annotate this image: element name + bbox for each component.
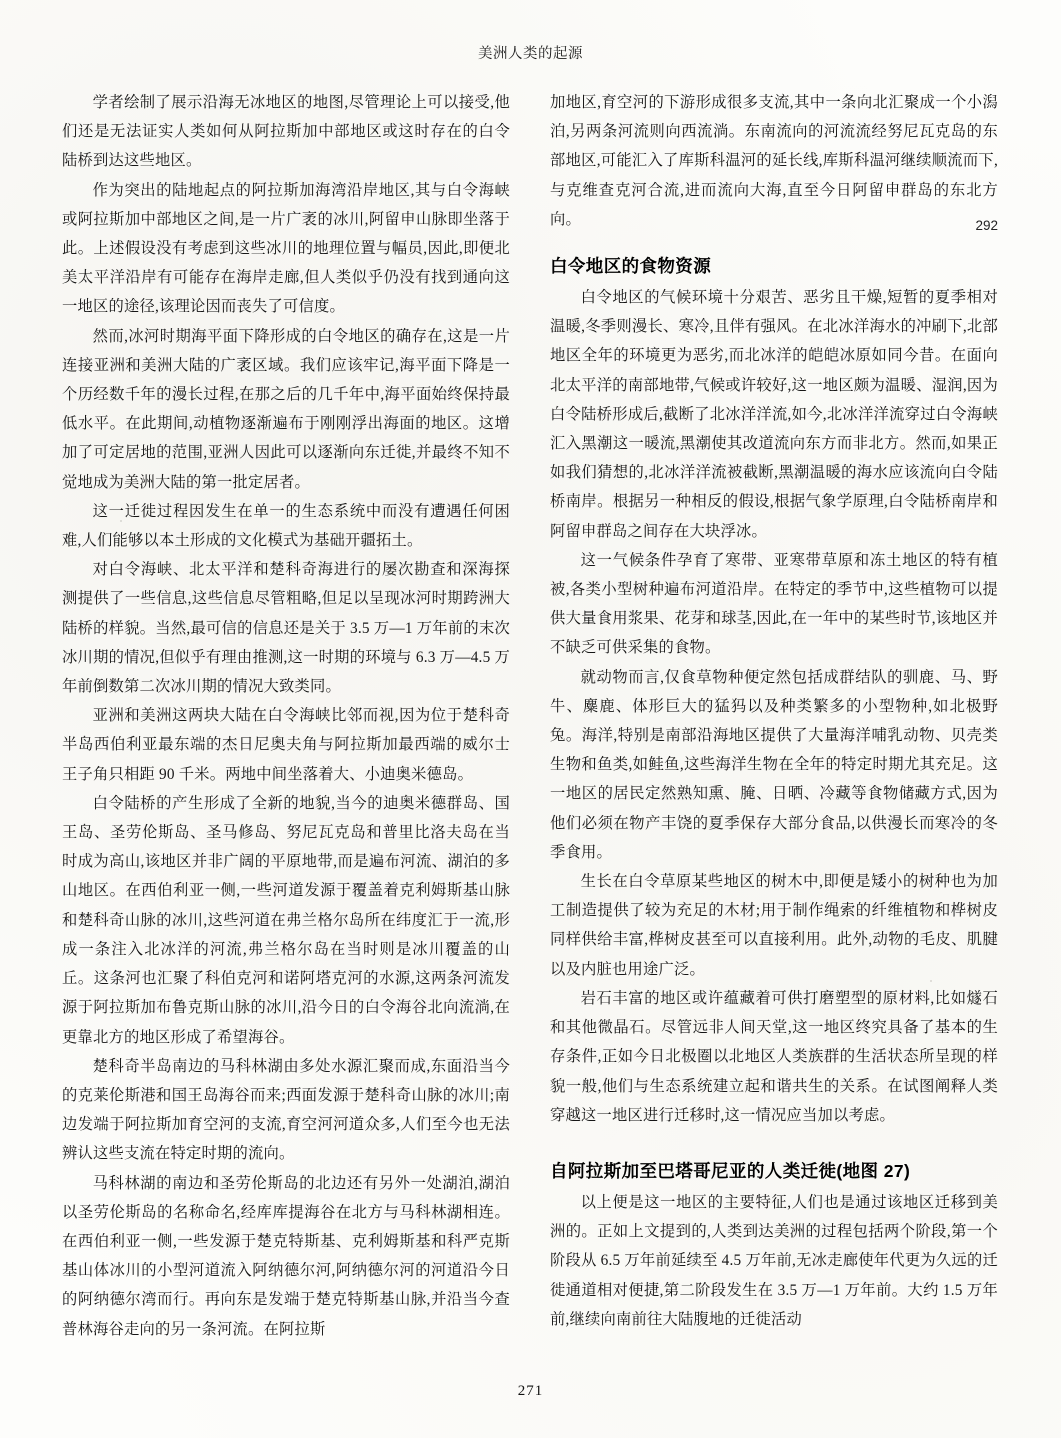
paragraph: 以上便是这一地区的主要特征,人们也是通过该地区迁移到美洲的。正如上文提到的,人类到达美洲的过程包括两个阶段,第一个阶段从 6.5 万年前延续至 4.5 万年前,无冰走廊使年代更为久远的迁徙通道相对便捷,第二阶段发生在 3.5 万—1 万年前。大约 1.5 万年前,继续向南前往大陆腹地的迁徙活动 — [550, 1193, 998, 1328]
paragraph: 岩石丰富的地区或许蕴藏着可供打磨塑型的原材料,比如燧石和其他微晶石。尽管远非人间天堂,这一地区终究具备了基本的生存条件,正如今日北极圈以北地区人类族群的生活状态所呈现的样貌一般,他们与生态系统建立起和谐共生的关系。在试图阐释人类穿越这一地区进行迁移时,这一情况应当加以考虑。 — [550, 989, 998, 1124]
paragraph: 学者绘制了展示沿海无冰地区的地图,尽管理论上可以接受,他们还是无法证实人类如何从阿拉斯加中部地区或这时存在的白令陆桥到达这些地区。 — [62, 94, 510, 170]
running-head: 美洲人类的起源 — [478, 46, 583, 62]
two-column-body — [62, 88, 999, 1353]
right-column — [550, 88, 998, 1353]
paragraph-continued: 加地区,育空河的下游形成很多支流,其中一条向北汇聚成一个小潟泊,另两条河流则向西流淌。东南流向的河流流经努尼瓦克岛的东部地区,可能汇入了库斯科温河的延长线,库斯科温河继续顺流而下,与克维查克河合流,进而流向大海,直至今日阿留申群岛的东北方向。 — [550, 94, 998, 228]
paragraph: 作为突出的陆地起点的阿拉斯加海湾沿岸地区,其与白令海峡或阿拉斯加中部地区之间,是一片广袤的冰川,阿留申山脉即坐落于此。上述假设没有考虑到这些冰川的地理位置与幅员,因此,即便北美太平洋沿岸有可能存在海岸走廊,但人类似乎仍没有找到通向这一地区的途径,该理论因而丧失了可信度。 — [62, 181, 510, 316]
paragraph: 白令陆桥的产生形成了全新的地貌,当今的迪奥米德群岛、国王岛、圣劳伦斯岛、圣马修岛、努尼瓦克岛和普里比洛夫岛在当时成为高山,该地区并非广阔的平原地带,而是遍布河流、湖泊的多山地区。在西伯利亚一侧,一些河道发源于覆盖着克利姆斯基山脉和楚科奇山脉的冰川,这些河道在弗兰格尔岛所在纬度汇于一流,形成一条注入北冰洋的河流,弗兰格尔岛在当时则是冰川覆盖的山丘。这条河也汇聚了科伯克河和诺阿塔克河的水源,这两条河流发源于阿拉斯加布鲁克斯山脉的冰川,沿今日的白令海谷北向流淌,在更靠北方的地区形成了希望海谷。 — [62, 794, 510, 1046]
paragraph: 生长在白令草原某些地区的树木中,即便是矮小的树种也为加工制造提供了较为充足的木材;用于制作绳索的纤维植物和桦树皮同样供给丰富,桦树皮甚至可以直接利用。此外,动物的毛皮、肌腱以及内脏也用途广泛。 — [550, 873, 998, 978]
paragraph: 对白令海峡、北太平洋和楚科奇海进行的屡次勘查和深海探测提供了一些信息,这些信息尽管粗略,但足以呈现冰河时期跨洲大陆桥的样貌。当然,最可信的信息还是关于 3.5 万—1 万年前的末次冰川期的情况,但似乎有理由推测,这一时期的环境与 6.3 万—4.5 万年前倒数第二次冰川期的情况大致类同。 — [62, 561, 510, 696]
section-heading-migration: 自阿拉斯加至巴塔哥尼亚的人类迁徙(地图 27) — [550, 1160, 911, 1181]
section-heading-food-resources: 白令地区的食物资源 — [550, 256, 712, 277]
paragraph: 这一气候条件孕育了寒带、亚寒带草原和冻土地区的特有植被,各类小型树种遍布河道沿岸。在特定的季节中,这些植物可以提供大量食用浆果、花芽和球茎,因此,在一年中的某些时节,该地区并不缺乏可供采集的食物。 — [550, 551, 998, 657]
paragraph: 亚洲和美洲这两块大陆在白令海峡比邻而视,因为位于楚科奇半岛西伯利亚最东端的杰日尼奥夫角与阿拉斯加最西端的威尔士王子角只相距 90 千米。两地中间坐落着大、小迪奥米德岛。 — [62, 707, 510, 783]
page-folio-number: 271 — [517, 1383, 544, 1399]
paragraph: 白令地区的气候环境十分艰苦、恶劣且干燥,短暂的夏季相对温暖,冬季则漫长、寒冷,且伴有强风。在北冰洋海水的冲刷下,北部地区全年的环境更为恶劣,而北冰洋的皑皑冰原如同今昔。在面向北太平洋的南部地带,气候或许较好,这一地区颇为温暖、湿润,因为白令陆桥形成后,截断了北冰洋洋流,如今,北冰洋洋流穿过白令海峡汇入黑潮这一暖流,黑潮使其改道流向东方而非北方。然而,如果正如我们猜想的,北冰洋洋流被截断,黑潮温暖的海水应该流向白令陆桥南岸。根据另一种相反的假设,根据气象学原理,白令陆桥南岸和阿留申群岛之间存在大块浮冰。 — [550, 289, 998, 540]
margin-page-number: 292 — [975, 218, 998, 233]
left-column — [62, 88, 510, 1353]
paragraph: 就动物而言,仅食草物种便定然包括成群结队的驯鹿、马、野牛、麋鹿、体形巨大的猛犸以及种类繁多的小型物种,如北极野兔。海洋,特别是南部沿海地区提供了大量海洋哺乳动物、贝壳类生物和鱼类,如鲑鱼,这些海洋生物在全年的特定时期尤其充足。这一地区的居民定然熟知熏、腌、日晒、冷藏等食物储藏方式,因为他们必须在物产丰饶的夏季保存大部分食品,以供漫长而寒冷的冬季食用。 — [550, 668, 998, 861]
paragraph: 然而,冰河时期海平面下降形成的白令地区的确存在,这是一片连接亚洲和美洲大陆的广袤区域。我们应该牢记,海平面下降是一个历经数千年的漫长过程,在那之后的几千年中,海平面始终保持最低水平。在此期间,动植物逐渐遍布于刚刚浮出海面的地区。这增加了可定居地的范围,亚洲人因此可以逐渐向东迁徙,并最终不知不觉地成为美洲大陆的第一批定居者。 — [62, 327, 510, 491]
paragraph: 马科林湖的南边和圣劳伦斯岛的北边还有另外一处湖泊,湖泊以圣劳伦斯岛的名称命名,经库库提海谷在北方与马科林湖相连。在西伯利亚一侧,一些发源于楚克特斯基、克利姆斯基和科严克斯基山体冰川的小型河道流入阿纳德尔河,阿纳德尔河的河道沿今日的阿纳德尔湾而行。再向东是发端于楚克特斯基山脉,并沿当今查普林海谷走向的另一条河流。在阿拉斯 — [62, 1174, 510, 1338]
paragraph: 楚科奇半岛南边的马科林湖由多处水源汇聚而成,东面沿当今的克莱伦斯港和国王岛海谷而来;西面发源于楚科奇山脉的冰川;南边发端于阿拉斯加育空河的支流,育空河河道众多,人们至今也无法辨认这些支流在特定时期的流向。 — [62, 1057, 510, 1163]
paragraph: 这一迁徙过程因发生在单一的生态系统中而没有遭遇任何困难,人们能够以本土形成的文化模式为基础开疆拓土。 — [62, 502, 510, 550]
